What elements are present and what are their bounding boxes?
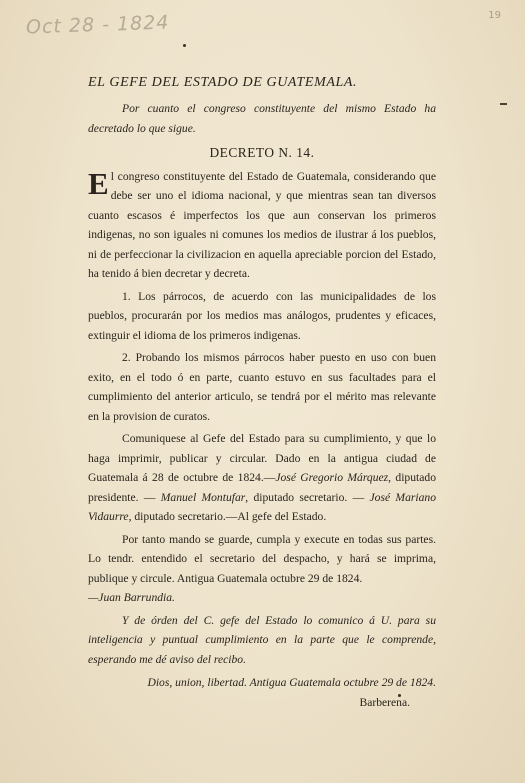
ink-dot-top xyxy=(183,44,186,47)
signer-3-name: José Mariano Vidaurre xyxy=(88,490,436,523)
promulgation-paragraph xyxy=(88,530,436,608)
document-title: EL GEFE DEL ESTADO DE GUATEMALA. xyxy=(88,75,358,90)
closing-line: Dios, union, libertad. Antigua Guatemala octubre 29 de 1824. xyxy=(147,676,436,689)
article-2: 2. Probando los mismos párrocos haber puesto en uso con buen exito, en el todo ó en parte, cuanto estuvo en sus facultades para el cumplimiento del anterior articulo, se tendrá por el mérito mas relevante en la provision de curatos. xyxy=(88,351,436,423)
order-paragraph: Y de órden del C. gefe del Estado lo comunico á U. para su inteligencia y puntual cumplimiento en la parte que le comprende, esperando me dé aviso del recibo. xyxy=(88,613,436,666)
signer-1-role: , diputado presidente. — xyxy=(88,471,436,504)
promulgation-text: Por tanto mando se guarde, cumpla y execute en todas sus partes. Lo tendr. entendido el secretario del despacho, y hará se imprima, publique y circule. Antigua Guatemala octubre 29 de 1824. xyxy=(88,532,436,585)
signer-2-name: Manuel Montufar xyxy=(160,490,246,504)
communication-text: Comuniquese al Gefe del Estado para su cumplimiento, y que lo haga imprimir, publicar y circular. Dado en la antigua ciudad de Guatemala á 28 de octubre de 1824.— xyxy=(88,432,436,484)
article-1: 1. Los párrocos, de acuerdo con las municipalidades de los pueblos, procurarán por los medios mas análogos, prudentes y eficaces, extinguir el idioma de los primeros indigenas. xyxy=(88,289,436,342)
margin-mark xyxy=(500,103,507,105)
signer-1-name: José Gregorio Márquez xyxy=(275,471,389,484)
intro-text: l congreso constituyente del Estado de Guatemala, considerando que debe ser uno el idioma nacional, y que mientras sean tan diversos cuanto escasos é imperfectos los que aun conservan los primeros indigenas, no son iguales ni comunes los medios de ilustrar á los pueblos, ni de perfeccionar la civilizacion en aquella apreciable porcion del Estado, ha tenido á bien decretar y decreta. xyxy=(88,169,436,280)
decree-heading: DECRETO N. 14. xyxy=(209,145,315,160)
promulgation-signer: —Juan Barrundia. xyxy=(88,591,175,604)
intro-paragraph xyxy=(88,167,436,284)
closing-signer: Barberena. xyxy=(359,695,410,709)
handwritten-date-annotation: Oct 28 - 1824 xyxy=(25,11,170,39)
preamble: Por cuanto el congreso constituyente del mismo Estado ha decretado lo que sigue. xyxy=(88,102,436,135)
signer-3-role: , diputado secretario.—Al gefe del Estado. xyxy=(128,510,327,523)
drop-cap: E xyxy=(88,165,109,201)
communication-paragraph xyxy=(88,429,436,527)
signer-2-role: , diputado secretario. — xyxy=(245,490,370,504)
page-number-annotation: 19 xyxy=(488,10,501,21)
document-body xyxy=(88,73,436,712)
